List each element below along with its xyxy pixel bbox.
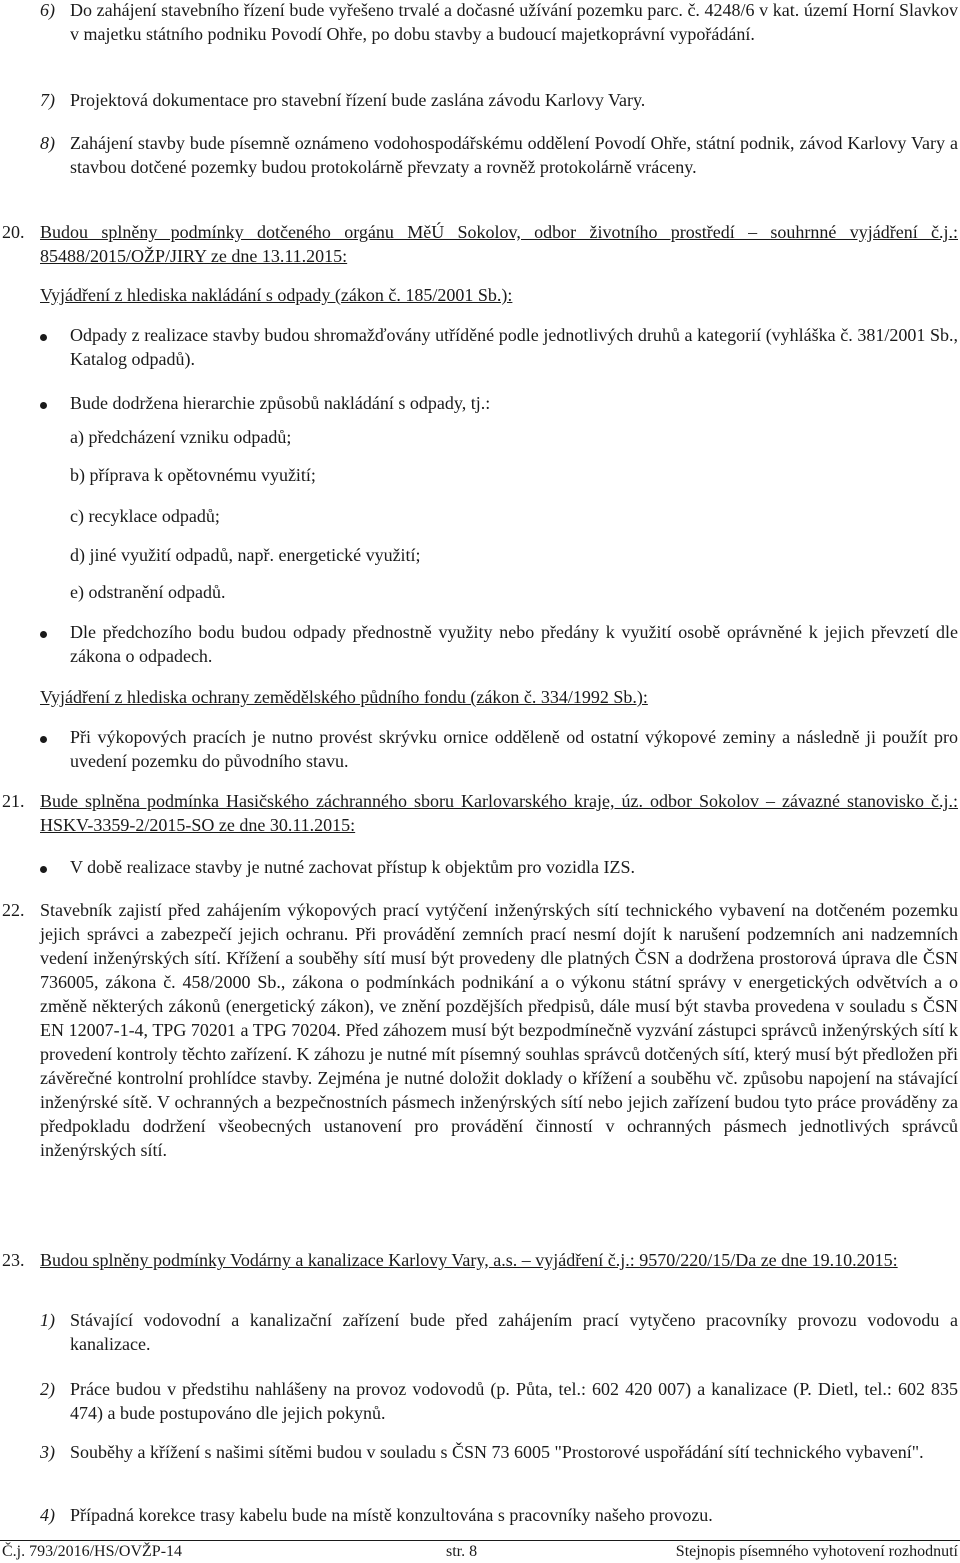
sub-item-d: d) jiné využití odpadů, např. energetické využití; <box>70 545 421 565</box>
item-4-text: Případná korekce trasy kabelu bude na místě konzultována s pracovníky našeho provozu. <box>70 1505 713 1525</box>
waste-heading: Vyjádření z hlediska nakládání s odpady (zákon č. 185/2001 Sb.): <box>40 285 513 305</box>
bullet-icon <box>40 402 47 409</box>
footer-reference: Č.j. 793/2016/HS/OVŽP-14 <box>2 1543 183 1560</box>
item-7-text: Projektová dokumentace pro stavební řízení bude zaslána závodu Karlovy Vary. <box>70 90 646 110</box>
item-3-label: 3) <box>40 1442 55 1462</box>
item-1-text: Stávající vodovodní a kanalizační zařízení bude před zahájením prací vytyčeno pracovníky provozu vodovodu a kanalizace. <box>70 1310 958 1354</box>
sub-item-b: b) příprava k opětovnému využití; <box>70 465 316 485</box>
soil-bullet-text: Při výkopových pracích je nutno provést skrývku ornice odděleně od ostatní výkopové zeminy a následně ji použít pro uvedení pozemku do původního stavu. <box>70 727 958 771</box>
sub-item-e: e) odstranění odpadů. <box>70 582 226 602</box>
condition-23-heading: Budou splněny podmínky Vodárny a kanalizace Karlovy Vary, a.s. – vyjádření č.j.: 9570/220/15/Da ze dne 19.10.2015: <box>40 1250 898 1270</box>
item-3-text: Souběhy a křížení s našimi sítěmi budou v souladu s ČSN 73 6005 "Prostorové uspořádání sítí technického vybavení". <box>70 1442 924 1462</box>
condition-21-bullet-text: V době realizace stavby je nutné zachovat přístup k objektům pro vozidla IZS. <box>70 857 635 877</box>
waste-bullet-3-text: Dle předchozího bodu budou odpady přednostně využity nebo předány k využití osobě oprávněné k jejich převzetí dle zákona o odpadech. <box>70 622 958 666</box>
waste-bullet-2-text: Bude dodržena hierarchie způsobů nakládání s odpady, tj.: <box>70 393 491 413</box>
item-8-label: 8) <box>40 133 55 153</box>
item-7-label: 7) <box>40 90 55 110</box>
item-2-label: 2) <box>40 1379 55 1399</box>
footer-page-number: str. 8 <box>446 1543 478 1560</box>
condition-23-number: 23. <box>2 1250 25 1270</box>
bullet-icon <box>40 334 47 341</box>
waste-bullet-1-text: Odpady z realizace stavby budou shromažďovány utříděné podle jednotlivých druhů a kategorií (vyhláška č. 381/2001 Sb., Katalog odpadů). <box>70 325 958 369</box>
condition-22-number: 22. <box>2 900 25 920</box>
sub-item-a: a) předcházení vzniku odpadů; <box>70 427 292 447</box>
item-6-label: 6) <box>40 0 55 20</box>
bullet-icon <box>40 736 47 743</box>
bullet-icon <box>40 631 47 638</box>
soil-heading: Vyjádření z hlediska ochrany zemědělského půdního fondu (zákon č. 334/1992 Sb.): <box>40 687 648 707</box>
item-6-text: Do zahájení stavebního řízení bude vyřešeno trvalé a dočasné užívání pozemku parc. č. 4248/6 v kat. území Horní Slavkov v majetku státního podniku Povodí Ohře, po dobu stavby a budoucí majetkoprávní vypořádání. <box>70 0 958 44</box>
condition-20-heading: Budou splněny podmínky dotčeného orgánu MěÚ Sokolov, odbor životního prostředí – souhrnné vyjádření č.j.: 85488/2015/OŽP/JIRY ze dne 13.11.2015: <box>40 222 958 266</box>
item-8-text: Zahájení stavby bude písemně oznámeno vodohospodářskému oddělení Povodí Ohře, státní podnik, závod Karlovy Vary a stavbou dotčené pozemky budou protokolárně převzaty a rovněž protokolárně vráceny. <box>70 133 958 177</box>
bullet-icon <box>40 866 47 873</box>
condition-22-text: Stavebník zajistí před zahájením výkopových prací vytýčení inženýrských sítí technického vybavení na dotčeném pozemku jejich správci a zabezpečí jejich ochranu. Při provádění zemních prací nesmí dojít k narušení podzemních ani nadzemních vedení inženýrských sítí. Křížení a souběhy sítí musí být provedeny dle platných ČSN a dodržena prostorová úprava dle ČSN 736005, zákona č. 458/2000 Sb., zákona o podmínkách podnikání a o výkonu státní správy v energetických odvětvích a o změně některých zákonů (energetický zákon), ve znění pozdějších předpisů, dále musí být stavba provedena v souladu s ČSN EN 12007-1-4, TPG 70201 a TPG 70204. Před záhozem musí být bezpodmínečně vyzvání zástupci správců inženýrských sítí k provedení kontroly těchto zařízení. K záhozu je nutné mít písemný souhlas správců dotčených sítí, který musí být předložen při závěrečné kontrolní prohlídce stavby. Zejména je nutné doložit doklady o křížení a souběhu vč. způsobu napojení na stávající inženýrské sítě. V ochranných a bezpečnostních pásmech inženýrských sítí nebo jejich zařízení budou tyto práce prováděny za předpokladu dodržení všeobecných ustanovení pro provádění činností v ochranných pásmech jednotlivých správců inženýrských sítí. <box>40 900 958 1160</box>
footer-title: Stejnopis písemného vyhotovení rozhodnutí <box>675 1543 958 1560</box>
page-footer <box>0 1540 960 1563</box>
item-4-label: 4) <box>40 1505 55 1525</box>
condition-21-heading: Bude splněna podmínka Hasičského záchranného sboru Karlovarského kraje, úz. odbor Sokolov – závazné stanovisko č.j.: HSKV-3359-2/2015-SO ze dne 30.11.2015: <box>40 791 958 835</box>
condition-20-number: 20. <box>2 222 25 242</box>
condition-21-number: 21. <box>2 791 25 811</box>
item-2-text: Práce budou v předstihu nahlášeny na provoz vodovodů (p. Půta, tel.: 602 420 007) a kanalizace (P. Dietl, tel.: 602 835 474) a bude postupováno dle jejich pokynů. <box>70 1379 958 1423</box>
item-1-label: 1) <box>40 1310 55 1330</box>
sub-item-c: c) recyklace odpadů; <box>70 506 220 526</box>
